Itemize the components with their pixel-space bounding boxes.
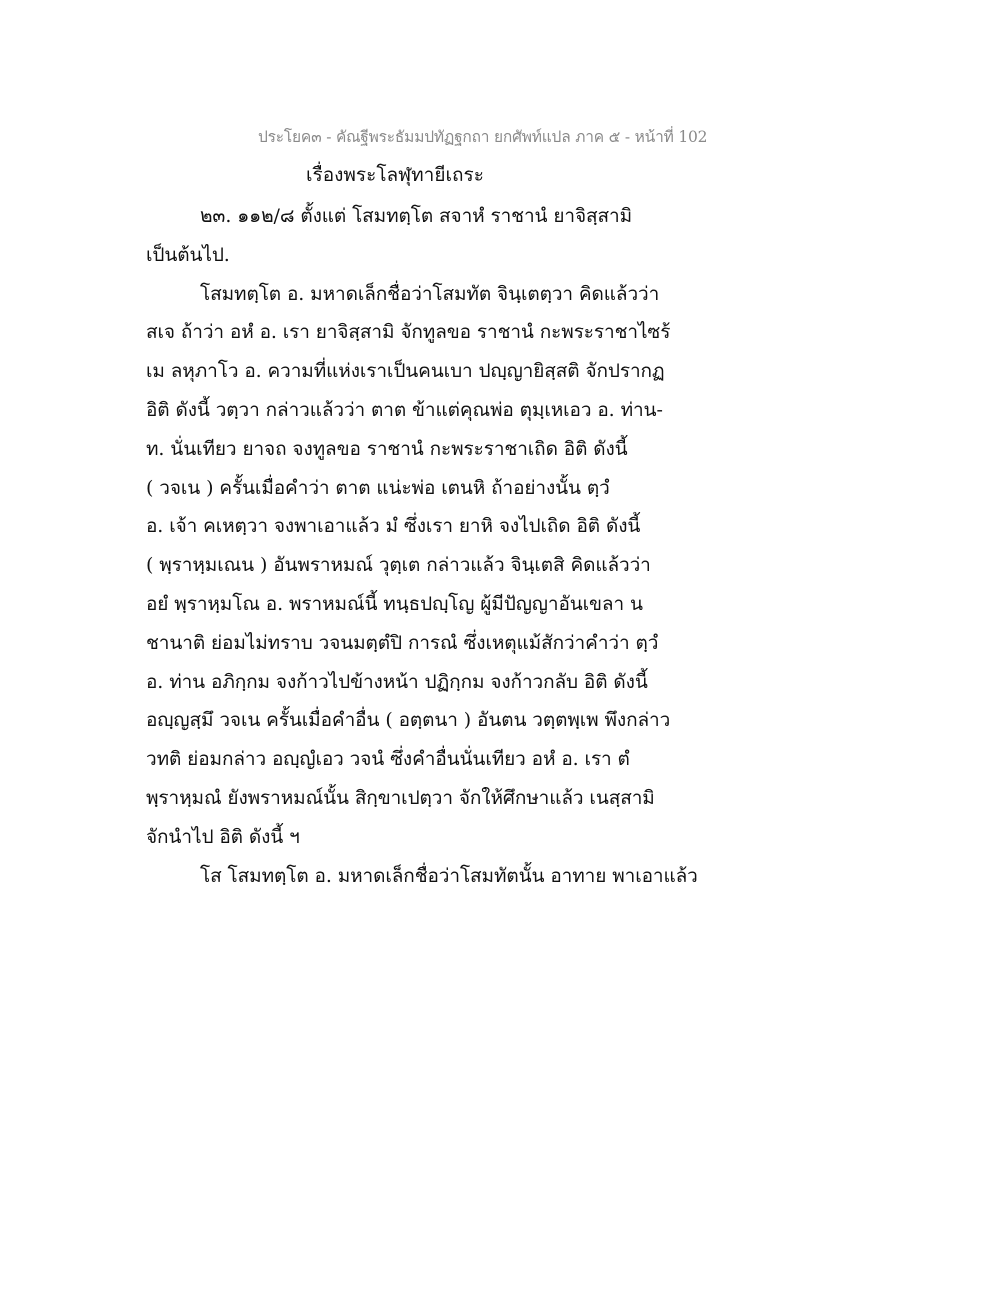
text-line: พฺราหฺมณํ ยังพราหมณ์นั้น สิกฺขาเปตฺวา จักให้ศึกษาแล้ว เนสฺสามิ: [146, 786, 655, 809]
text-line: โส โสมทตฺโต อ. มหาดเล็กชื่อว่าโสมทัตนั้น อาทาย พาเอาแล้ว: [200, 864, 698, 887]
text-line: ชานาติ ย่อมไม่ทราบ วจนมตฺตํปิ การณํ ซึ่งเหตุแม้สักว่าคำว่า ตฺวํ: [146, 631, 659, 654]
text-line: อ. เจ้า คเหตฺวา จงพาเอาแล้ว มํ ซึ่งเรา ยาหิ จงไปเถิด อิติ ดังนี้: [146, 515, 641, 538]
text-line: ท. นั่นเทียว ยาจถ จงทูลขอ ราชานํ กะพระราชาเถิด อิติ ดังนี้: [146, 437, 628, 460]
text-line: อ. ท่าน อภิกฺกม จงก้าวไปข้างหน้า ปฏิกฺกม จงก้าวกลับ อิติ ดังนี้: [146, 670, 648, 693]
text-line: สเจ ถ้าว่า อหํ อ. เรา ยาจิสฺสามิ จักทูลขอ ราชานํ กะพระราชาไซร้: [146, 321, 671, 344]
text-line: ( วจเน ) ครั้นเมื่อคำว่า ตาต แน่ะพ่อ เตนหิ ถ้าอย่างนั้น ตฺวํ: [146, 476, 610, 499]
text-line: อิติ ดังนี้ วตฺวา กล่าวแล้วว่า ตาต ข้าแต่คุณพ่อ ตุมฺเหเอว อ. ท่าน-: [146, 398, 663, 421]
running-header: ประโยค๓ - คัณฐีพระธัมมปทัฏฐกถา ยกศัพท์แปล ภาค ๕ - หน้าที่ 102: [258, 128, 708, 146]
text-line: ( พฺราหฺมเณน ) อันพราหมณ์ วุตฺเต กล่าวแล้ว จินฺเตสิ คิดแล้วว่า: [146, 554, 651, 577]
text-line: อยํ พฺราหฺมโณ อ. พราหมณ์นี้ ทนฺธปญฺโญ ผู้มีปัญญาอันเขลา น: [146, 592, 643, 615]
body-text: [146, 201, 746, 899]
text-line: โสมทตฺโต อ. มหาดเล็กชื่อว่าโสมทัต จินฺเตตฺวา คิดแล้วว่า: [200, 282, 660, 305]
text-line: อญฺญสฺมึ วจเน ครั้นเมื่อคำอื่น ( อตฺตนา ) อันตน วตฺตพฺเพ พึงกล่าว: [146, 709, 671, 732]
text-line: จักนำไป อิติ ดังนี้ ฯ: [146, 825, 300, 848]
text-line: เม ลหุภาโว อ. ความที่แห่งเราเป็นคนเบา ปญฺญายิสฺสติ จักปรากฏ: [146, 360, 665, 383]
text-line: เป็นต้นไป.: [146, 243, 230, 266]
story-title: เรื่องพระโลฬุทายีเถระ: [306, 164, 484, 186]
text-line: วทติ ย่อมกล่าว อญฺญํเอว วจนํ ซึ่งคำอื่นนั่นเทียว อหํ อ. เรา ตํ: [146, 748, 630, 771]
text-line: ๒๓. ๑๑๒/๘ ตั้งแต่ โสมทตฺโต สจาหํ ราชานํ ยาจิสฺสามิ: [200, 205, 633, 227]
